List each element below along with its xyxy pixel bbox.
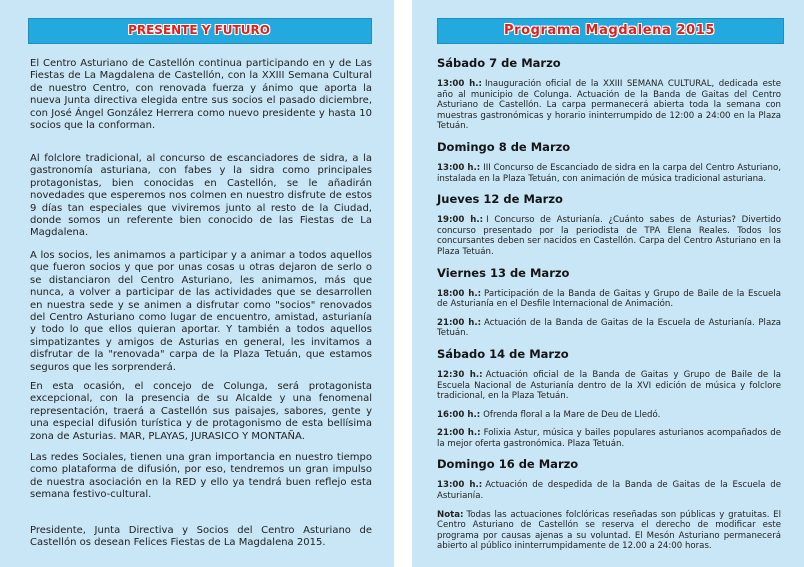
event: [437, 428, 781, 449]
event: [437, 318, 781, 339]
event: [437, 163, 781, 184]
paragraph-closing: Presidente, Junta Directiva y Socios del Centro Asturiano de Castellón os desean Felices Fiestas de La Magdalena 2015.: [30, 525, 372, 549]
event-time: 16:00 h.:: [437, 409, 481, 420]
paragraph-social: Las redes Sociales, tienen una gran importancia en nuestro tiempo como plataforma de difusión, por eso, tendremos un gran impulso de nuestra asociación en la RED y ello ya tendrá buen reflejo esta semana festivo-cultural.: [30, 452, 372, 501]
event-time: 21:00 h.:: [437, 317, 482, 328]
paragraph-colunga: En esta ocasión, el concejo de Colunga, será protagonista excepcional, con la presencia de su Alcalde y una fenomenal representación, traerá a Castellón sus paisajes, sabores, gente y una especial difusión turística y de protagonismo de esta bellísima zona de Asturias. MAR, PLAYAS, JURASICO Y MONTAÑA.: [30, 381, 372, 442]
event-text: III Concurso de Escanciado de sidra en la carpa del Centro Asturiano, instalada en la Plaza Tetuán, con animación de música tradicional asturiana.: [437, 162, 781, 184]
paragraph-members: A los socios, les animamos a participar y a animar a todos aquellos que fueron socios y que por unas cosas u otras dejaron de serlo o se distanciaron del Centro Asturiano, les animamos, más que nunca, a volver a participar de las actividades que se desarrollen en nuestra sede y se animen a disfrutar como "socios" renovados del Centro Asturiano como lugar de encuentro, amistad, asturianía y todo lo que ellos quieran aportar. Y también a todos aquellos simpatizantes y amigos de Asturias en general, les invitamos a disfrutar de la "renovada" carpa de la Plaza Tetuán, que estamos seguros que les sorprenderá.: [30, 250, 372, 373]
program-schedule: [437, 56, 781, 560]
event-time: 13:00 h.:: [437, 480, 483, 491]
day-heading: Domingo 16 de Marzo: [437, 457, 579, 472]
event: [437, 480, 781, 501]
day-heading: Domingo 8 de Marzo: [437, 139, 571, 154]
event-text: Inauguración oficial de la XXIII SEMANA CULTURAL, dedicada este año al municipio de Colunga. Actuación de la Banda de Gaitas del Centro Asturiano de Castellón. La carpa permanecerá abierta toda la semana con muestras gastronómicas y horario ininterrumpido de 12:00 a 24:00 en la Plaza Tetuán.: [437, 79, 781, 132]
event-text: Folixia Astur, música y bailes populares asturianos acompañados de la mejor oferta gastronómica. Plaza Tetuán.: [437, 428, 781, 449]
paragraph-intro: El Centro Asturiano de Castellón continua participando en y de Las Fiestas de La Magdalena de Castellón, con la XXIII Semana Cultural de nuestro Centro, con renovada fuerza y ánimo que aporta la nueva Junta directiva elegida entre sus socios el pasado diciembre, con José Ángel González Herrera como nuevo presidente y hasta 10 socios que la conforman.: [30, 58, 372, 132]
event: [437, 370, 781, 402]
event-text: Actuación de la Banda de Gaitas de la Escuela de Asturianía. Plaza Tetuán.: [437, 317, 781, 339]
day-heading: Viernes 13 de Marzo: [437, 265, 570, 280]
event-text: I Concurso de Asturianía. ¿Cuánto sabes de Asturias? Divertido concurso presentado por la periodista de TPA Elena Reales. Todos los concursantes deben ser nacidos en Castellón. Carpa del Centro Asturiano en la Plaza Tetuán.: [437, 215, 781, 257]
event-text: Actuación oficial de la Banda de Gaitas y Grupo de Baile de la Escuela Nacional de Asturianía dentro de la XVI edición de música y folclore tradicional, en la Plaza Tetuán.: [437, 369, 782, 402]
event: [437, 289, 781, 310]
note: [437, 510, 781, 552]
event: [437, 410, 781, 421]
event-text: Ofrenda floral a la Mare de Deu de Lledó.: [483, 409, 661, 420]
left-title: PRESENTE Y FUTURO: [128, 23, 270, 37]
event-time: 12:30 h.:: [437, 369, 483, 380]
event-time: 18:00 h.:: [437, 288, 482, 299]
right-title: Programa Magdalena 2015: [503, 23, 716, 38]
event-time: 13:00 h.:: [437, 79, 482, 89]
event: [437, 79, 781, 132]
note-label: Nota:: [437, 509, 464, 520]
event: [437, 215, 781, 257]
event-time: 19:00 h.:: [437, 215, 484, 226]
event-time: 21:00 h.:: [437, 428, 481, 439]
event-text: Participación de la Banda de Gaitas y Grupo de Baile de la Escuela de Asturianía en el Desfile Internacional de Animación.: [437, 288, 782, 310]
event-time: 13:00 h.:: [437, 162, 481, 173]
day-heading: Sábado 14 de Marzo: [437, 346, 569, 361]
event-text: Actuación de despedida de la Banda de Gaitas de la Escuela de Asturianía.: [437, 480, 781, 502]
day-heading: Jueves 12 de Marzo: [437, 192, 563, 207]
note-text: Todas las actuaciones folclóricas reseñadas son públicas y gratuitas. El Centro Asturiano de Castellón se reserva el derecho de modificar este programa por causas ajenas a su voluntad. El Mesón Asturiano permanecerá abierto al público ininterrumpidamente de 12.00 a 24:00 horas.: [437, 509, 781, 552]
paragraph-folklore: Al folclore tradicional, al concurso de escanciadores de sidra, a la gastronomía asturiana, con fabes y la sidra como principales protagonistas, bien conocidas en Castellón, se le añadirán novedades que esperemos nos colmen en nuestro disfrute de estos 9 días tan especiales que viviremos junto al resto de la Ciudad, donde somos un referente bien conocido de las Fiestas de La Magdalena.: [30, 153, 372, 239]
day-heading: Sábado 7 de Marzo: [437, 56, 561, 70]
